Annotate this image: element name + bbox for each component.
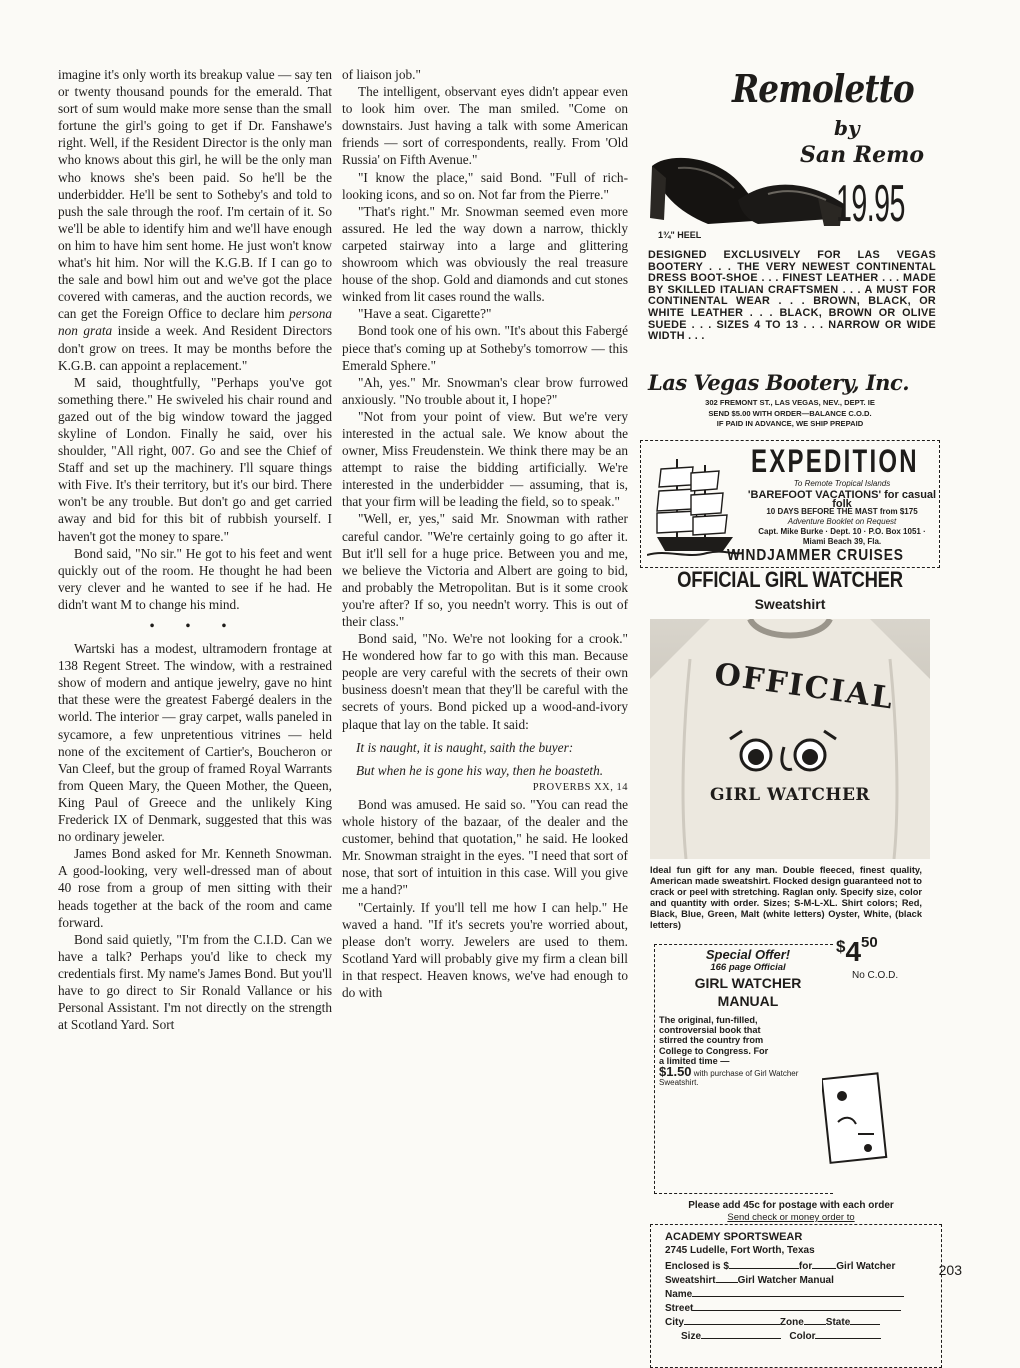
form-label: Zone <box>779 1317 804 1328</box>
special-offer-title: Special Offer! <box>705 947 791 962</box>
form-label: for <box>798 1261 813 1272</box>
form-label: Name <box>665 1289 693 1300</box>
send-check-note: Send check or money order to <box>727 1212 855 1223</box>
paragraph: "That's right." Mr. Snowman seemed even more assured. He led the way down a narrow, thickly carpeted stairway into a large and glittering showroom which was obviously the real treasure house of the shop. Gold and diamonds and cut stones winked from lit cases round the walls. <box>342 203 628 305</box>
quotation-line-1: It is naught, it is naught, saith the buyer: <box>356 739 574 755</box>
form-items-row <box>665 1273 834 1287</box>
form-label: State <box>825 1317 851 1328</box>
sweatshirt-title: OFFICIAL GIRL WATCHER <box>677 567 903 592</box>
color-field[interactable] <box>815 1329 881 1339</box>
amount-field[interactable] <box>729 1259 799 1269</box>
text-column-1 <box>58 66 332 1033</box>
pages-note: 166 page Official <box>710 962 786 973</box>
size-field[interactable] <box>701 1329 781 1339</box>
form-company: ACADEMY SPORTSWEAR <box>665 1231 803 1243</box>
expedition-title: EXPEDITION <box>751 443 919 479</box>
paragraph: "Well, er, yes," said Mr. Snowman with rather careful candor. "We're certainly going to go after it. But it'll sell for a huge price. Between you and me, we believe the Victoria and Albert are going to bid, and probably the Metropolitan. But is it some crook you're after? If so, you needn't worry. This is out of their class." <box>342 511 628 629</box>
address-line: 302 FREMONT ST., LAS VEGAS, NEV., DEPT. IE <box>705 398 875 407</box>
paragraph: Bond was amused. He said so. "You can read the whole history of the bazaar, of the dealer and the customer, behind that quotation," he said. He looked Mr. Snowman straight in the eyes. "I need that sort of nose, that sort of intuition in this case. Will you give me a hand?" <box>342 796 628 898</box>
expedition-booklet: Adventure Booklet on Request <box>787 517 897 526</box>
paragraph: M said, thoughtfully, "Perhaps you've got something there." He swiveled his chair round and gazed out of the big window toward the jagged skyline of London. Finally he said, over his shoulder, "All right, 007. Go and see the Chief of Staff and set up the machinery. I'll square things with Five. It's their territory, but it's our bird. There won't be any trouble. But don't go and get carried away and bid for this bit of rubbish yourself. I haven't got the money to spare." <box>58 374 332 544</box>
paragraph: Bond said, "No sir." He got to his feet and went quickly out of the room. He thought he had been very clever and he wanted to see if he had. He didn't want M to change his mind. <box>58 545 332 612</box>
form-label: Enclosed is $ <box>665 1261 729 1272</box>
street-field[interactable] <box>693 1301 901 1311</box>
manual-title-2: MANUAL <box>717 993 779 1009</box>
maker-name: San Remo <box>800 142 925 168</box>
postage-note: Please add 45c for postage with each order <box>688 1200 894 1211</box>
form-address: 2745 Ludelle, Fort Worth, Texas <box>665 1245 815 1256</box>
expedition-advertisement <box>640 440 940 568</box>
order-form <box>650 1224 942 1368</box>
form-label: City <box>665 1317 684 1328</box>
currency: $ <box>836 937 846 956</box>
no-cod-note: No C.O.D. <box>852 970 899 981</box>
sweatshirt-subtitle: Sweatshirt <box>754 596 826 612</box>
paragraph: The intelligent, observant eyes didn't appear even to look him over. The man smiled. "Come on downstairs. Just having a talk with some American friends — sort of correspondents, really. From 'Old Russia' on Fifth Avenue." <box>342 84 628 168</box>
shirt-text-bottom: GIRL WATCHER <box>709 785 871 805</box>
city-field[interactable] <box>684 1315 780 1325</box>
manual-blurb: The original, fun-filled, controversial book that stirred the country from College to Congress. For a limited time — <box>659 1015 769 1066</box>
page-number: 203 <box>938 1262 962 1278</box>
price-cents: 50 <box>861 934 878 951</box>
paragraph: Bond said quietly, "I'm from the C.I.D. Can we have a talk? Perhaps you'd like to check my credentials first. My name's James Bond. But you'll have to go direct to Sir Ronald Vallance or his Personal Assistant. I'm not directly on the strength at Scotland Yard. Sort <box>58 931 333 1033</box>
sailing-ship-illustration <box>647 451 743 559</box>
paragraph: James Bond asked for Mr. Kenneth Snowman. A good-looking, very well-dressed man of about 40 rose from a group of men sitting with their heads together at the back of the room and came forward. <box>58 846 332 930</box>
name-field[interactable] <box>692 1287 904 1297</box>
shoe-advertisement <box>640 64 940 428</box>
manual-price <box>659 1064 837 1087</box>
expedition-tagline: 'BAREFOOT VACATIONS' for casual folk <box>747 489 937 511</box>
paragraph: of liaison job." <box>342 67 421 82</box>
company-name: Las Vegas Bootery, Inc. <box>648 370 910 395</box>
manual-price-value: $1.50 <box>659 1064 692 1080</box>
advertisement-column <box>640 64 940 1342</box>
expedition-contact: Miami Beach 39, Fla. <box>802 537 882 546</box>
manual-price-note: with purchase of Girl Watcher Sweatshirt. <box>659 1069 799 1087</box>
paragraph: imagine it's only worth its breakup value — say ten or twenty thousand pounds for the emerald. That sort of sum would make more sense than the small fortune the girl's going to get if Dr. Fanshawe's right. Well, if the Resident Director is the only man who knows about this girl, he will be the only man who knows she's been paid. So he'll be the underbidder. He'll be sent to Sotheby's and told to push the sale through the roof. I'm certain of it. So we'll be able to identify him and we'll have enough on him to have him sent home. He just won't know what's hit him. Nor will the K.G.B. If I can go to the sale and bowl him out and we've got the place covered with cameras, and the auction records, we can get the Foreign Office to declare him persona non grata inside a week. And Resident Directors don't grow on trees. It may be months before the K.G.B. can appoint a replacement." <box>58 67 333 373</box>
shoe-price: 19.95 <box>836 175 905 233</box>
form-enclosed-row <box>665 1259 895 1273</box>
state-field[interactable] <box>850 1315 880 1325</box>
price-dollars: 4 <box>845 936 862 967</box>
form-street-row <box>665 1301 901 1315</box>
windjammer-name: WINDJAMMER CRUISES <box>727 547 904 564</box>
form-label: Street <box>665 1303 694 1314</box>
paragraph: "I know the place," said Bond. "Full of rich-looking icons, and so on. Not far from the Pierre." <box>342 169 628 202</box>
section-break: • • • <box>149 618 241 633</box>
manual-book-illustration <box>822 1072 888 1164</box>
shirt-text-top: OFFICIAL <box>712 656 897 717</box>
boot-shoes-illustration <box>648 148 848 232</box>
expedition-sub: To Remote Tropical Islands <box>793 479 891 488</box>
manual-title-1: GIRL WATCHER <box>694 975 802 991</box>
form-label: Girl Watcher <box>836 1261 896 1272</box>
paragraph: Bond said, "No. We're not looking for a crook." He wondered how far to go with this man. Because people are very careful with the secrets of their own business doesn't mean that they'll be careful with the secrets of yours. Bond picked up a wood-and-ivory plaque that lay on the table. It said: <box>342 631 628 732</box>
paragraph: Wartski has a modest, ultramodern frontage at 138 Regent Street. The window, with a restrained show of modern and antique jewelry, gave no hint that these were the greatest Fabergé dealers in the world. The interior — gray carpet, walls paneled in sycamore, a few unpretentious vitrines — held none of the excitement of Cartier's, Boucheron or Van Cleef, but the group of framed Royal Warrants from Queen Mary, the Queen Mother, the Queen, King Paul of Greece and the unlikely King Frederick IX of Denmark, suggested that this was no ordinary jeweler. <box>58 641 332 845</box>
sweatshirt-price <box>836 934 878 968</box>
terms-line: IF PAID IN ADVANCE, WE SHIP PREPAID <box>716 419 864 428</box>
form-size-row <box>681 1329 881 1343</box>
form-label: Size <box>681 1331 702 1342</box>
sweatshirt-illustration <box>650 619 930 859</box>
form-name-row <box>665 1287 904 1301</box>
paragraph: "Have a seat. Cigarette?" <box>358 306 492 322</box>
expedition-days: 10 DAYS BEFORE THE MAST from $175 <box>766 507 918 516</box>
heel-label: 1¾" HEEL <box>658 230 702 240</box>
sweatshirt-photo <box>650 619 930 859</box>
form-city-row <box>665 1315 880 1329</box>
sweatshirt-description: Ideal fun gift for any man. Double fleeced, finest quality, American made sweatshirt. Flocked design guaranteed not to crack or peel with stretching. Raglan only. Specify size, color and quantity with order. Sizes; S-M-L-XL. Shirt colors; Red, Black, Blue, Green, Malt (white letters) Oyster, White, (black letters) <box>650 865 922 931</box>
paragraph: Bond took one of his own. "It's about this Fabergé piece that's coming up at Sotheby's tomorrow — this Emerald Sphere." <box>342 323 628 373</box>
brand-name: Remoletto <box>732 66 914 111</box>
shoe-description: DESIGNED EXCLUSIVELY FOR LAS VEGAS BOOTERY . . . THE VERY NEWEST CONTINENTAL DRESS BOOT-SHOE . . . FINEST LEATHER . . . MADE BY SKILLED ITALIAN CRAFTSMEN . . . A MUST FOR CONTINENTAL WEAR . . . BROWN, BLACK, OR WHITE LEATHER . . . BLACK, BROWN OR OLIVE SUEDE . . . SIZES 4 TO 13 . . . NARROW OR WIDE WIDTH . . . <box>648 249 936 343</box>
form-label: Color <box>789 1331 816 1342</box>
brand-by: by <box>834 116 860 140</box>
special-offer-box <box>654 944 833 1194</box>
paragraph: "Ah, yes." Mr. Snowman's clear brow furrowed anxiously. "No trouble about it, I hope?" <box>342 374 628 407</box>
quotation-line-2: But when he is gone his way, then he boasteth. <box>356 762 604 778</box>
company-address <box>640 398 940 430</box>
manual-quantity-field[interactable] <box>716 1273 738 1283</box>
form-label: Girl Watcher Manual <box>737 1275 834 1286</box>
expedition-contact: Capt. Mike Burke · Dept. 10 · P.O. Box 1051 · <box>758 527 926 536</box>
paragraph: "Certainly. If you'll tell me how I can help." He waved a hand. "If it's secrets you're worried about, please don't worry. Jewelers are used to them. Scotland Yard will probably give my firm a clean bill in that respect. Heaven knows, we've had enough to do with <box>342 899 628 1000</box>
zone-field[interactable] <box>804 1315 826 1325</box>
quantity-field[interactable] <box>812 1259 836 1269</box>
paragraph: "Not from your point of view. But we're very interested in the actual sale. We know about the owner, Miss Freudenstein. We think there may be an attempt to raise the bidding artificially. We're interested in the underbidder — assuming, that is, that your firm will be leading the field, so to speak." <box>342 408 628 510</box>
terms-line: SEND $5.00 WITH ORDER—BALANCE C.O.D. <box>708 408 872 418</box>
quotation-attribution: PROVERBS XX, 14 <box>532 781 628 793</box>
form-label: Sweatshirt <box>665 1275 716 1286</box>
text-column-2 <box>342 66 628 1001</box>
